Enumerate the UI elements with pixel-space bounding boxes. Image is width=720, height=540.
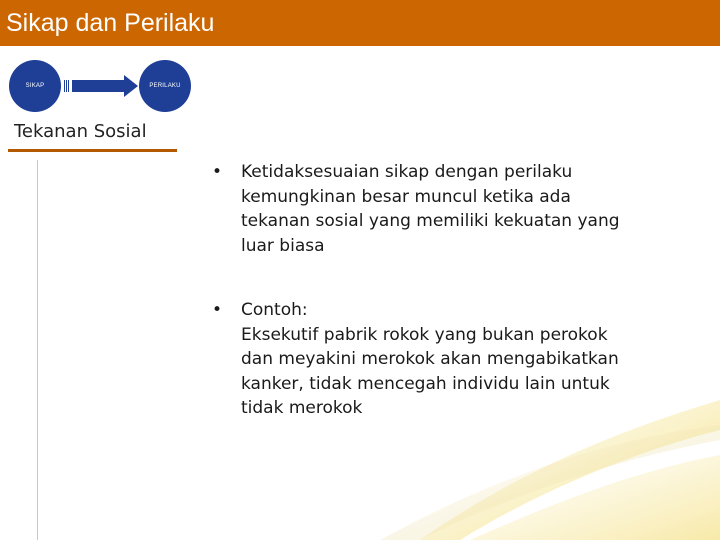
arrow-head-icon [124,75,138,97]
arrow-tail-stripes [64,80,70,92]
bullet-line: Ketidaksesuaian sikap dengan perilaku [241,162,573,182]
perilaku-circle: PERILAKU [139,60,191,112]
bullet-line: tidak merokok [241,398,363,418]
bullet-line: dan meyakini merokok akan mengabikatkan [241,349,619,369]
sidebar-divider [37,160,38,540]
title-bar [0,0,720,46]
bullet-line: Contoh: [241,300,308,320]
bullet-dot-icon: • [212,300,223,320]
arrow-shaft [72,80,124,92]
bullet-line: luar biasa [241,235,325,256]
bullet-line: kanker, tidak mencegah individu lain untuk [241,373,610,394]
bullet-dot-icon: • [212,162,223,182]
bullet-line: Eksekutif pabrik rokok yang bukan perokok [241,324,608,345]
bullet-line: tekanan sosial yang memiliki kekuatan yang [241,211,620,231]
sikap-circle: SIKAP [9,60,61,112]
section-underline [8,149,177,152]
bullet-list [212,160,692,461]
bullet-line: kemungkinan besar muncul ketika ada [241,186,571,207]
slide-title: Sikap dan Perilaku [6,9,215,37]
section-label: Tekanan Sosial [14,121,147,142]
bullet-item [212,298,692,421]
bullet-item [212,160,692,258]
